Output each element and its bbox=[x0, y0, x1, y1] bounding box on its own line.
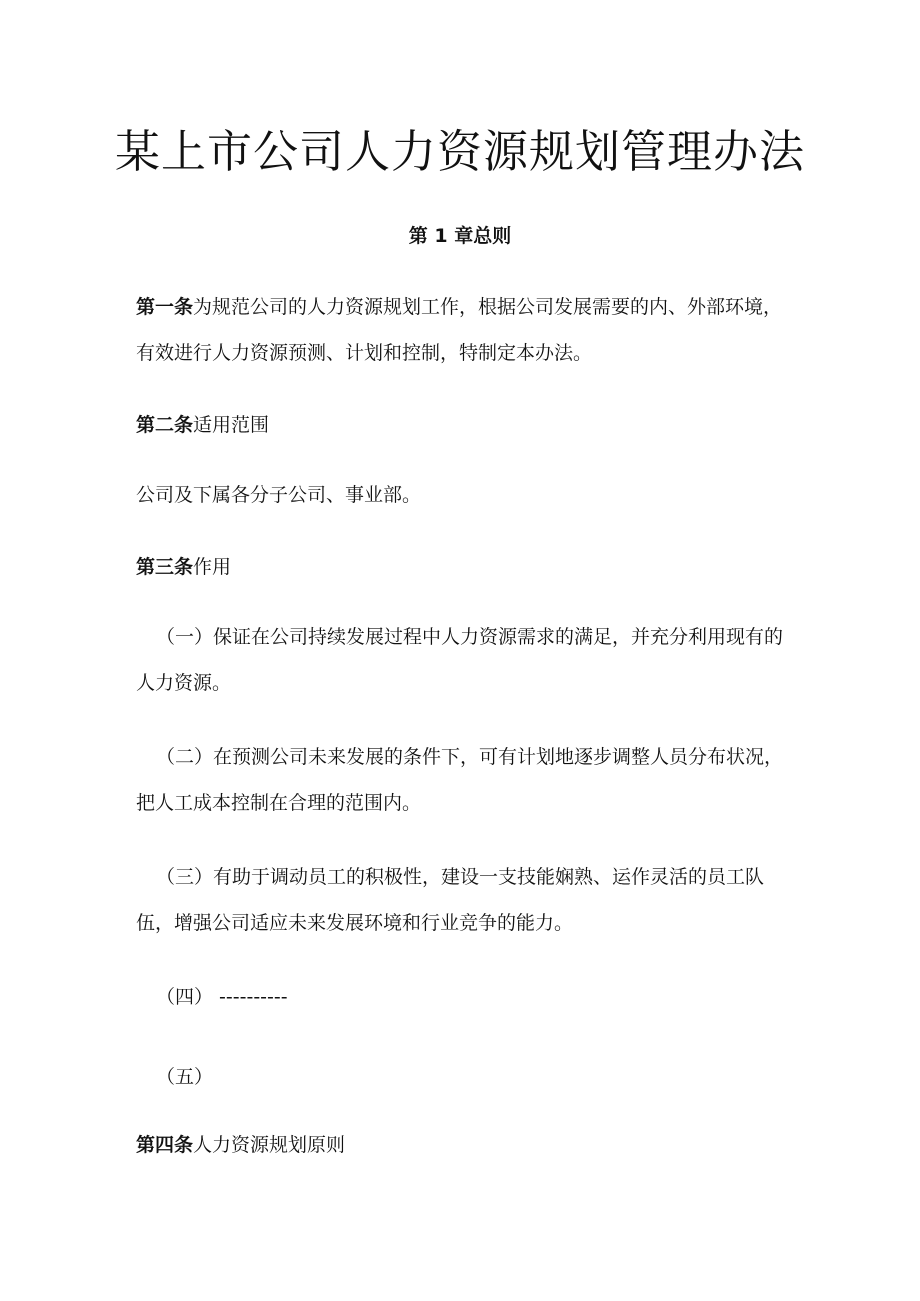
article-3-item-5 bbox=[136, 1054, 786, 1100]
article-3-label: 第三条 bbox=[136, 556, 194, 578]
article-3 bbox=[136, 544, 786, 590]
item-4-text: （四） ---------- bbox=[156, 986, 288, 1008]
article-3-item-2 bbox=[136, 734, 786, 826]
document-title: 某上市公司人力资源规划管理办法 bbox=[114, 125, 805, 178]
item-3-text: （三）有助于调动员工的积极性，建设一支技能娴熟、运作灵活的员工队伍，增强公司适应未来发展环境和行业竞争的能力。 bbox=[136, 866, 765, 934]
article-3-item-4 bbox=[136, 974, 786, 1020]
article-1 bbox=[136, 284, 786, 376]
article-4-label: 第四条 bbox=[136, 1134, 194, 1156]
item-1-text: （一）保证在公司持续发展过程中人力资源需求的满足，并充分利用现有的人力资源。 bbox=[136, 626, 784, 694]
article-2 bbox=[136, 402, 786, 448]
article-4 bbox=[136, 1122, 786, 1168]
article-1-label: 第一条 bbox=[136, 296, 194, 318]
item-5-text: （五） bbox=[156, 1066, 214, 1088]
item-2-text: （二）在预测公司未来发展的条件下，可有计划地逐步调整人员分布状况，把人工成本控制在合理的范围内。 bbox=[136, 746, 784, 814]
chapter-heading: 第 1 章总则 bbox=[408, 225, 512, 247]
article-3-item-1 bbox=[136, 614, 786, 706]
article-2-text: 适用范围 bbox=[193, 414, 270, 436]
article-3-text: 作用 bbox=[193, 556, 232, 578]
article-3-item-3 bbox=[136, 854, 786, 946]
article-1-text: 为规范公司的人力资源规划工作，根据公司发展需要的内、外部环境，有效进行人力资源预测、计划和控制，特制定本办法。 bbox=[136, 296, 783, 364]
article-2-scope-paragraph: 公司及下属各分子公司、事业部。 bbox=[136, 484, 422, 506]
article-2-label: 第二条 bbox=[136, 414, 194, 436]
article-4-text: 人力资源规划原则 bbox=[193, 1134, 346, 1156]
